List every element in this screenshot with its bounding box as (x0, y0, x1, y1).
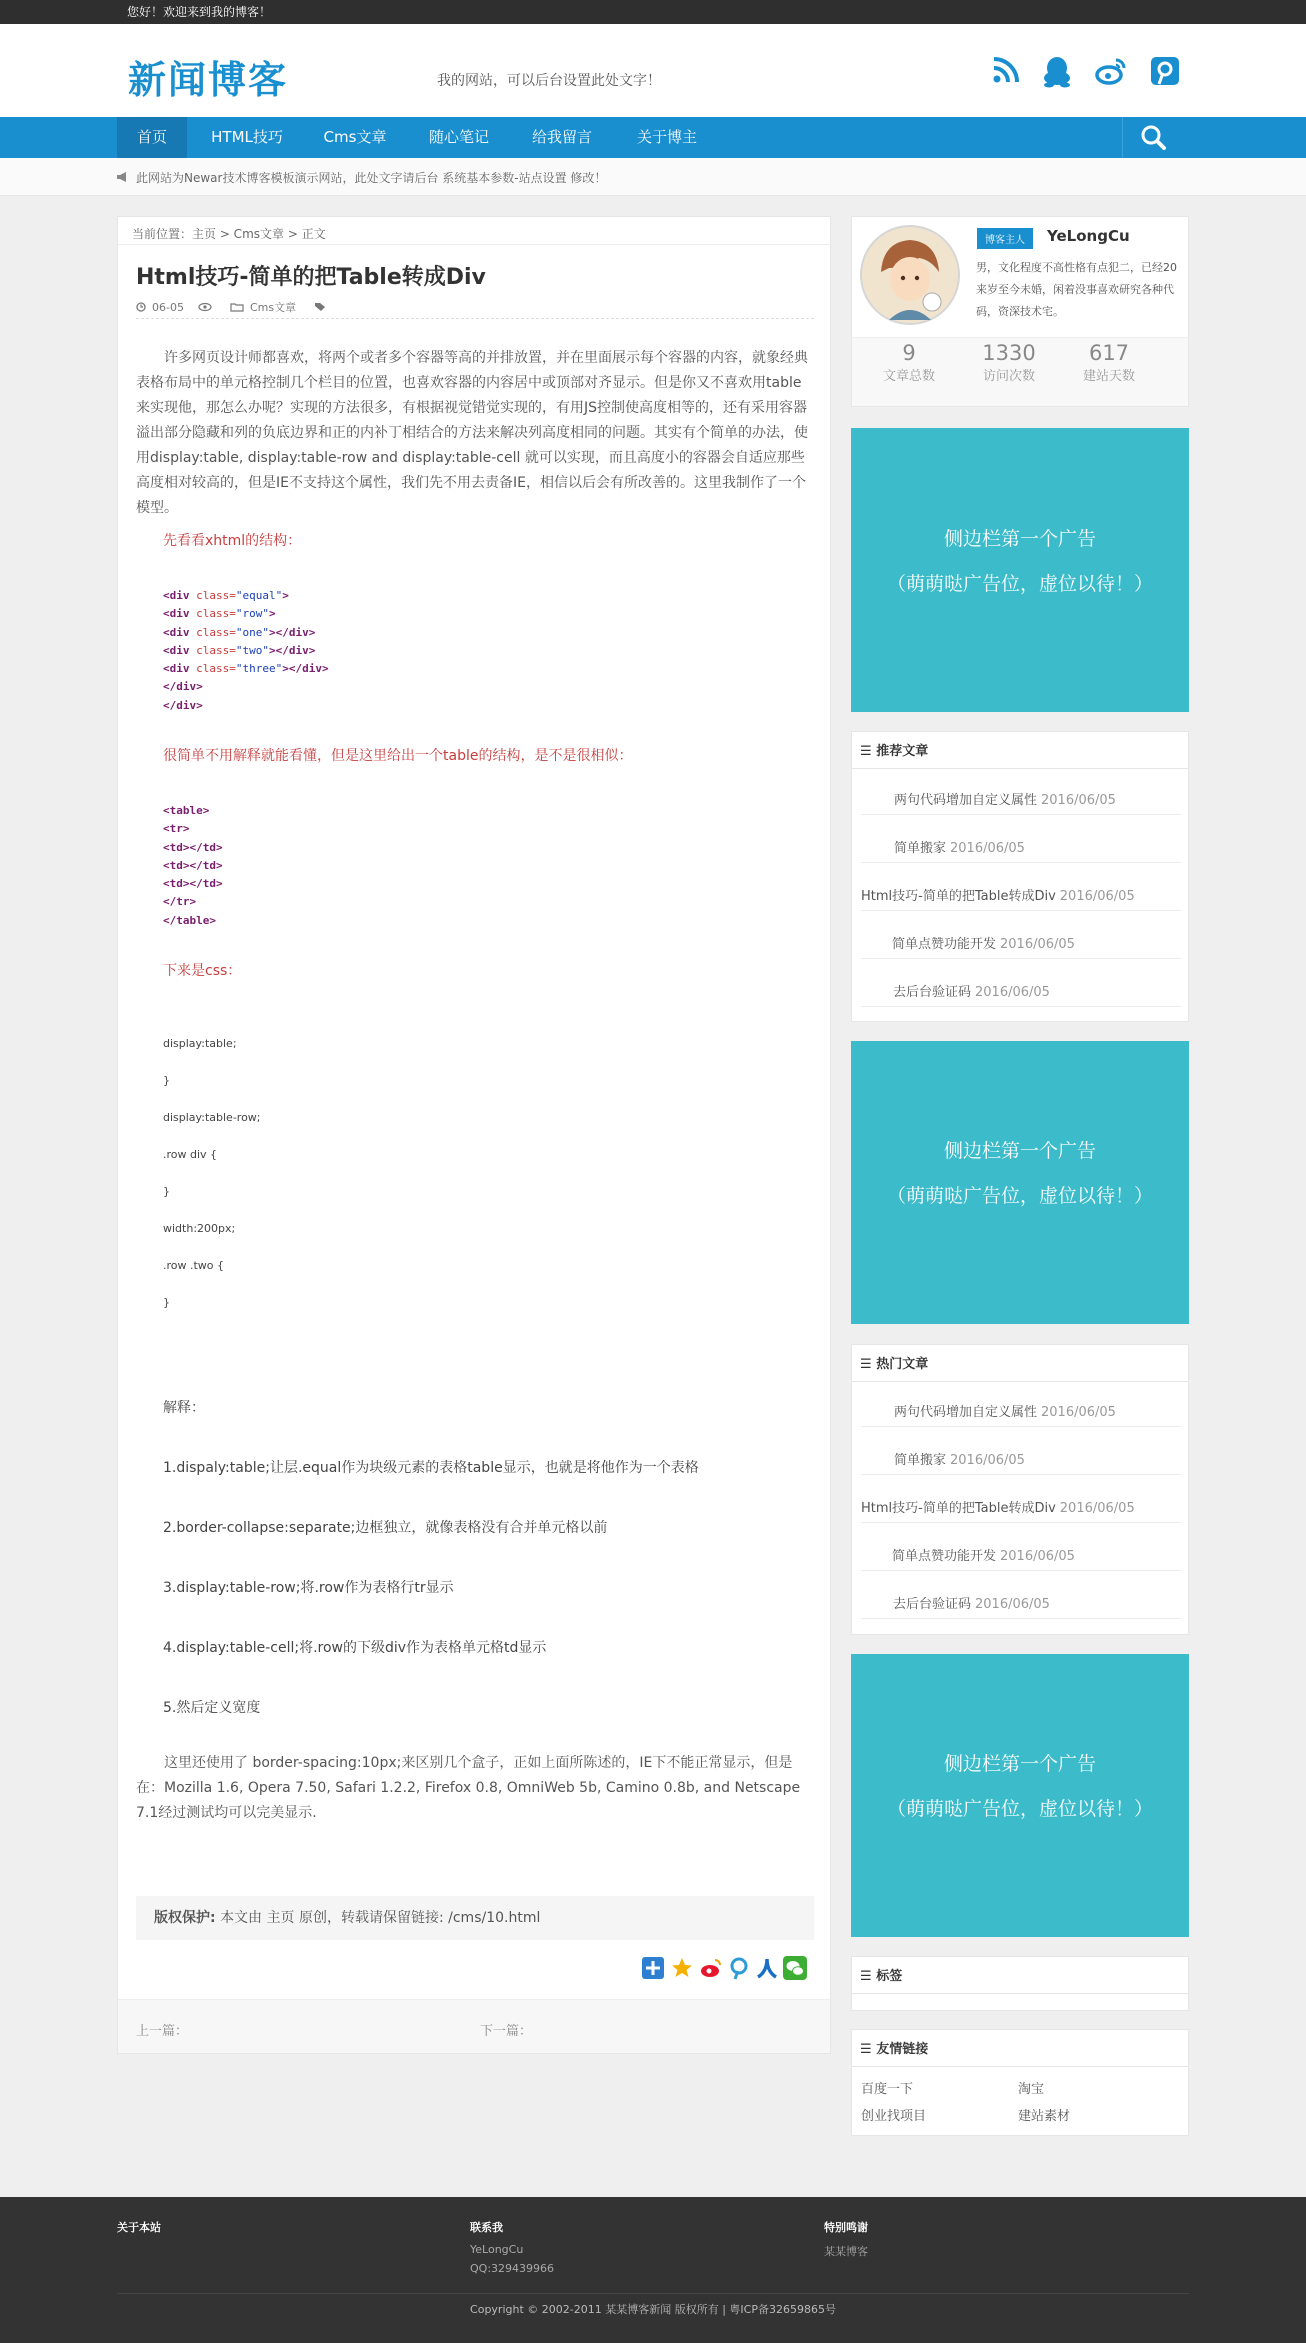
code-line: </tr> (163, 895, 197, 909)
rss-icon[interactable] (988, 54, 1022, 88)
prev-next-bar (118, 1999, 830, 2053)
divider (861, 1522, 1181, 1523)
code-line: <td></td> (163, 877, 223, 891)
sidebar-ad[interactable] (851, 1654, 1189, 1937)
search-icon (1123, 117, 1185, 158)
code-line: <td></td> (163, 858, 223, 872)
explain-item: 3.display:table-row;将.row作为表格行tr显示 (163, 1580, 454, 1596)
explain-item: 2.border-collapse:separate;边框独立，就像表格没有合并单元格以前 (163, 1520, 608, 1536)
weibo-share-icon[interactable] (699, 1956, 723, 1980)
footer-about: 关于本站 (117, 2221, 161, 2234)
thanks-name[interactable]: 某某博客 (824, 2245, 868, 2258)
divider (861, 958, 1181, 959)
divider (861, 1006, 1181, 1007)
hot-item[interactable]: 去后台验证码 2016/06/05 (893, 1597, 1050, 1612)
avatar (859, 224, 961, 326)
stat-visits: 1330 访问次数 (982, 341, 1036, 384)
pinterest-share-icon[interactable] (727, 1956, 751, 1980)
css-line: } (163, 1185, 170, 1198)
code-line: <div class="two"></div> (163, 643, 316, 657)
next-article-link[interactable]: 下一篇： (480, 2024, 533, 2039)
list-icon: ☰ (860, 744, 877, 759)
divider (861, 1570, 1181, 1571)
nav-home[interactable]: 首页 (117, 117, 187, 158)
stat-days: 617 建站天数 (1082, 341, 1135, 384)
explain-title: 解释： (163, 1400, 205, 1416)
nav-cms[interactable]: Cms文章 (323, 128, 387, 146)
article-panel (117, 216, 831, 2054)
section-heading-css: 下来是css： (163, 963, 242, 979)
css-line: .row div { (163, 1148, 218, 1161)
folder-icon (230, 302, 244, 312)
share-plus-icon[interactable] (641, 1956, 665, 1980)
nav-notes[interactable]: 随心笔记 (428, 128, 489, 146)
code-block-xhtml (163, 587, 329, 715)
nav-message[interactable]: 给我留言 (531, 128, 592, 146)
eye-icon (198, 302, 212, 312)
hot-item[interactable]: 简单点赞功能开发 2016/06/05 (892, 1549, 1075, 1564)
widget-title: ☰ 标签 (860, 1969, 903, 1984)
friend-link[interactable]: 创业找项目 (861, 2109, 927, 2124)
ad-line: 侧边栏第一个广告 (943, 528, 1096, 550)
article-date: 06-05 (152, 300, 184, 314)
code-block-table (163, 802, 223, 930)
welcome-text: 您好！欢迎来到我的博客！ (127, 5, 272, 19)
pinterest-icon[interactable] (1148, 54, 1182, 88)
code-line: </table> (163, 913, 216, 927)
divider (861, 1618, 1181, 1619)
renren-share-icon[interactable] (755, 1956, 779, 1980)
contact-name: YeLongCu (470, 2243, 524, 2256)
top-bar (0, 0, 1306, 24)
footer (0, 2197, 1306, 2343)
widget-title: ☰ 热门文章 (860, 1357, 929, 1372)
divider (861, 814, 1181, 815)
divider (861, 1474, 1181, 1475)
code-line: <tr> (163, 822, 190, 836)
ad-line: （萌萌哒广告位，虚位以待！） (886, 573, 1153, 595)
section-heading-xhtml: 先看看xhtml的结构： (163, 533, 302, 549)
list-icon: ☰ (860, 2042, 877, 2057)
css-line: display:table; (163, 1037, 237, 1050)
sidebar-ad[interactable] (851, 428, 1189, 712)
clock-icon (136, 302, 146, 312)
ad-line: 侧边栏第一个广告 (943, 1140, 1096, 1162)
code-line: <div class="equal"> (163, 589, 289, 602)
weibo-icon[interactable] (1094, 54, 1128, 88)
recommended-item[interactable]: 两句代码增加自定义属性 2016/06/05 (894, 793, 1116, 808)
hot-item[interactable]: 两句代码增加自定义属性 2016/06/05 (894, 1405, 1116, 1420)
article-paragraph: 这里还使用了 border-spacing:10px;来区别几个盒子，正如上面所陈述的，IE下不能正常显示，但是在：Mozilla 1.6, Opera 7.50, Safari 1.2.2, Firefox 0.8, OmniWeb 5b, Camino 0.8b, and Netscape 7.1经过测试均可以完美显示. (136, 1755, 801, 1821)
css-line: .row .two { (163, 1259, 225, 1272)
list-icon: ☰ (860, 1969, 877, 1984)
ad-line: （萌萌哒广告位，虚位以待！） (886, 1185, 1153, 1207)
wechat-share-icon[interactable] (783, 1956, 807, 1980)
search-button[interactable] (1122, 117, 1184, 158)
prev-article-link[interactable]: 上一篇： (136, 2024, 189, 2039)
friend-link[interactable]: 建站素材 (1018, 2109, 1071, 2124)
qzone-star-icon[interactable] (670, 1956, 694, 1980)
divider (852, 1993, 1188, 1994)
footer-thanks: 特别鸣谢 某某博客 (824, 2221, 868, 2258)
ad-line: （萌萌哒广告位，虚位以待！） (886, 1798, 1153, 1820)
list-icon: ☰ (860, 1357, 877, 1372)
breadcrumb: 当前位置：主页 > Cms文章 > 正文 (132, 227, 326, 241)
css-line: } (163, 1296, 170, 1309)
stat-articles: 9 文章总数 (882, 341, 935, 384)
notice-text: 此网站为Newar技术博客模板演示网站，此处文字请后台 系统基本参数-站点设置 修改！ (136, 171, 607, 185)
explain-item: 5.然后定义宽度 (163, 1700, 261, 1716)
divider (852, 2066, 1188, 2067)
code-line: <div class="one"></div> (163, 625, 316, 639)
sidebar-ad[interactable] (851, 1041, 1189, 1324)
header (0, 24, 1306, 117)
divider (861, 862, 1181, 863)
tag-icon (314, 302, 326, 312)
divider (136, 318, 814, 319)
copyright-label: 版权保护: (154, 1910, 216, 1926)
recommended-item[interactable]: 简单点赞功能开发 2016/06/05 (892, 937, 1075, 952)
friend-link[interactable]: 淘宝 (1018, 2082, 1045, 2097)
footer-copyright: Copyright © 2002-2011 某某博客新闻 版权所有 | 粤ICP备32659865号 (470, 2303, 836, 2316)
divider (861, 910, 1181, 911)
article-meta (136, 299, 326, 315)
code-line: <div class="three"></div> (163, 662, 329, 676)
recommended-item[interactable]: Html技巧-简单的把Table转成Div 2016/06/05 (861, 889, 1135, 904)
article-title: Html技巧-简单的把Table转成Div (136, 265, 486, 290)
css-line: } (163, 1074, 170, 1087)
hot-widget (851, 1344, 1189, 1635)
code-line: </div> (163, 698, 203, 712)
divider (117, 2293, 1189, 2294)
divider (852, 1381, 1188, 1382)
divider (861, 1426, 1181, 1427)
qq-icon[interactable] (1040, 54, 1074, 88)
code-line: <td></td> (163, 840, 223, 854)
divider (118, 244, 830, 245)
recommended-item[interactable]: 去后台验证码 2016/06/05 (893, 985, 1050, 1000)
links-widget (851, 2029, 1189, 2136)
owner-bio: 男，文化程度不高性格有点犯二，已经20来岁至今未婚，闲着没事喜欢研究各种代码，资深技术宅。 (976, 261, 1177, 318)
widget-title: ☰ 友情链接 (860, 2042, 929, 2057)
notice-bar (0, 158, 1306, 196)
copyright-box (136, 1896, 814, 1940)
ad-line: 侧边栏第一个广告 (943, 1753, 1096, 1775)
site-logo[interactable]: 新闻博客 (128, 58, 289, 102)
code-line: <div class="row"> (163, 607, 276, 621)
copyright-text: 本文由 主页 原创，转载请保留链接: (220, 1910, 444, 1926)
friend-link[interactable]: 百度一下 (861, 2082, 914, 2097)
copyright-link[interactable]: /cms/10.html (448, 1910, 541, 1926)
hot-item[interactable]: Html技巧-简单的把Table转成Div 2016/06/05 (861, 1501, 1135, 1516)
owner-name: YeLongCu (1047, 227, 1130, 245)
code-line: <table> (163, 804, 210, 817)
css-line: width:200px; (163, 1222, 236, 1235)
profile-card (851, 216, 1189, 407)
hot-item[interactable]: 简单搬家 2016/06/05 (894, 1453, 1025, 1468)
recommended-item[interactable]: 简单搬家 2016/06/05 (894, 841, 1025, 856)
contact-qq: QQ:329439966 (470, 2262, 555, 2275)
site-tagline: 我的网站，可以后台设置此处文字！ (437, 73, 661, 89)
footer-contact: 联系我 YeLongCu QQ:329439966 (470, 2221, 555, 2275)
divider (852, 768, 1188, 769)
article-category[interactable]: Cms文章 (249, 301, 297, 314)
css-line: display:table-row; (163, 1111, 261, 1124)
explain-item: 1.dispaly:table;让层.equal作为块级元素的表格table显示，也就是将他作为一个表格 (163, 1460, 699, 1476)
tags-widget (851, 1956, 1189, 2011)
section-heading-table: 很简单不用解释就能看懂，但是这里给出一个table的结构，是不是很相似： (163, 748, 633, 764)
owner-badge: 博客主人 (977, 228, 1033, 249)
explain-item: 4.display:table-cell;将.row的下级div作为表格单元格td显示 (163, 1640, 547, 1656)
code-line: </div> (163, 680, 203, 694)
nav-about[interactable]: 关于博主 (636, 128, 697, 146)
recommended-widget (851, 731, 1189, 1022)
main-nav (0, 117, 1306, 158)
nav-html[interactable]: HTML技巧 (211, 128, 283, 146)
megaphone-icon (116, 171, 130, 183)
widget-title: ☰ 推荐文章 (860, 744, 929, 759)
article-paragraph: 许多网页设计师都喜欢，将两个或者多个容器等高的并排放置，并在里面展示每个容器的内容，就象经典表格布局中的单元格控制几个栏目的位置，也喜欢容器的内容居中或顶部对齐显示。但是你又不喜欢用table来实现他，那怎么办呢？实现的方法很多，有根据视觉错觉实现的，有用JS控制使高度相等的，还有采用容器溢出部分隐藏和列的负底边界和正的内补丁相结合的方法来解决列高度相同的问题。其实有个简单的办法，使用display:table, display:table-row and display:table-cell 就可以实现，而且高度小的容器会自适应那些高度相对较高的，但是IE不支持这个属性，我们先不用去责备IE，相信以后会有所改善的。这里我制作了一个模型。 (136, 350, 808, 516)
